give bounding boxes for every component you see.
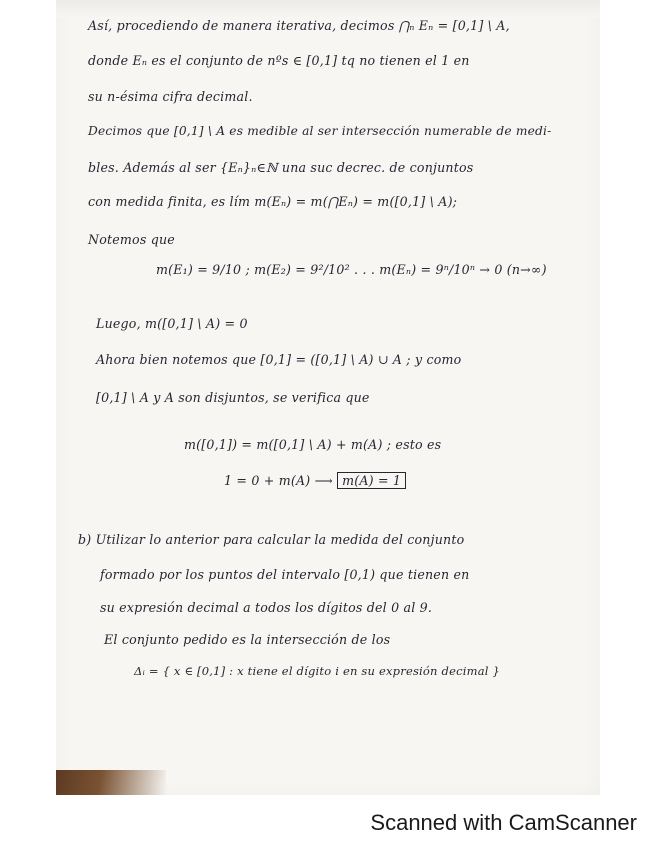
note-line-18: Δᵢ = { x ∈ [0,1] : x tiene el dígito i en su expresión decimal } [134,664,501,678]
note-line-14: b) Utilizar lo anterior para calcular la medida del conjunto [78,532,465,547]
scanned-page [56,0,600,795]
note-line-17: El conjunto pedido es la intersección de los [104,632,391,647]
note-line-1: Así, procediendo de manera iterativa, decimos ⋂ₙ Eₙ = [0,1] \ A, [88,18,510,33]
note-line-5: bles. Además al ser {Eₙ}ₙ∈ℕ una suc decrec. de conjuntos [88,160,474,175]
scan-shadow-corner [56,770,166,795]
note-line-13: 1 = 0 + m(A) ⟶ [224,473,333,488]
note-line-7: Notemos que [88,232,175,247]
note-line-16: su expresión decimal a todos los dígitos del 0 al 9. [100,600,433,615]
boxed-result: m(A) = 1 [337,472,406,489]
note-line-2: donde Eₙ es el conjunto de nºs ∈ [0,1] tq no tienen el 1 en [88,53,470,68]
note-line-13-row [224,473,406,488]
note-line-11: [0,1] \ A y A son disjuntos, se verifica que [96,390,370,405]
note-line-4: Decimos que [0,1] \ A es medible al ser intersección numerable de medi- [88,124,552,138]
note-line-9: Luego, m([0,1] \ A) = 0 [96,316,248,331]
note-line-6: con medida finita, es lím m(Eₙ) = m(⋂Eₙ) = m([0,1] \ A); [88,194,458,209]
note-line-10: Ahora bien notemos que [0,1] = ([0,1] \ A) ∪ A ; y como [96,352,462,367]
note-line-12: m([0,1]) = m([0,1] \ A) + m(A) ; esto es [184,437,442,452]
note-line-8: m(E₁) = 9/10 ; m(E₂) = 9²/10² . . . m(Eₙ) = 9ⁿ/10ⁿ → 0 (n→∞) [156,262,547,277]
note-line-15: formado por los puntos del intervalo [0,1) que tienen en [100,567,470,582]
camscanner-watermark: Scanned with CamScanner [370,810,637,835]
bleed-through-strip [56,0,600,18]
note-line-3: su n-ésima cifra decimal. [88,89,253,104]
